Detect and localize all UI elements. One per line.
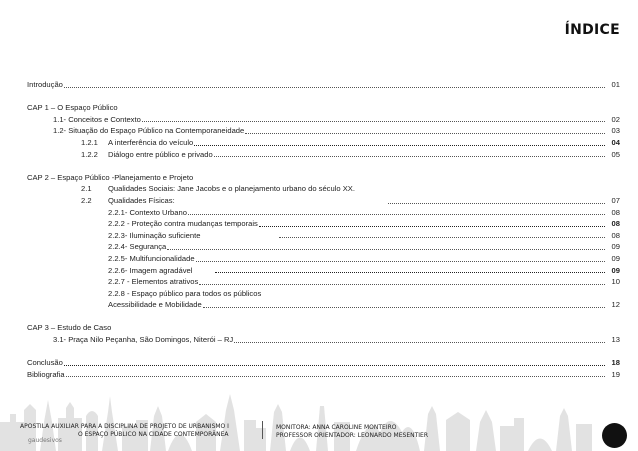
dot-leader xyxy=(203,307,605,308)
footer xyxy=(0,392,638,451)
toc-entry-1-2-2[interactable]: 1.2.2 Diálogo entre público e privado 05 xyxy=(81,149,620,159)
toc-entry-2-2[interactable]: 2.2 Qualidades Físicas: 07 xyxy=(81,195,620,205)
toc-chapter-1: CAP 1 – O Espaço Público xyxy=(27,103,118,113)
toc-entry-2-2-1[interactable]: 2.2.1- Contexto Urbano 08 xyxy=(108,207,620,217)
toc-entry-2-2-8[interactable]: 2.2.8 - Espaço público para todos os públicos xyxy=(108,288,262,298)
toc-entry-1-2[interactable]: 1.2- Situação do Espaço Público na Contemporaneidade 03 xyxy=(53,126,620,136)
city-skyline-illustration xyxy=(0,392,638,451)
dot-leader xyxy=(215,272,605,273)
dot-leader xyxy=(167,249,605,250)
footer-credits: MONITORA: ANNA CAROLINE MONTEIRO PROFESSOR ORIENTADOR: LEONARDO MESENTIER xyxy=(276,424,428,439)
toc-entry-2-2-5[interactable]: 2.2.5- Multifuncionalidade 09 xyxy=(108,253,620,263)
toc-entry-conclusao[interactable]: Conclusão 18 xyxy=(27,358,620,368)
dot-leader xyxy=(199,284,605,285)
page-title: ÍNDICE xyxy=(564,22,620,38)
toc-entry-introducao[interactable]: Introdução 01 xyxy=(27,80,620,89)
toc-entry-2-2-4[interactable]: 2.2.4- Segurança 09 xyxy=(108,242,620,252)
dot-leader xyxy=(279,237,605,238)
dot-leader xyxy=(194,145,605,146)
dot-leader xyxy=(196,261,605,262)
toc-chapter-2: CAP 2 – Espaço Público -Planejamento e Projeto xyxy=(27,172,194,182)
toc-entry-2-2-8-cont[interactable]: Acessibilidade e Mobilidade 12 xyxy=(108,300,620,310)
toc-entry-2-1[interactable]: 2.1 Qualidades Sociais: Jane Jacobs e o planejamento urbano do século XX. xyxy=(81,184,355,194)
toc-entry-3-1[interactable]: 3.1- Praça Nilo Peçanha, São Domingos, Niterói – RJ 13 xyxy=(53,335,620,345)
dot-leader xyxy=(214,156,605,157)
page-marker-dot xyxy=(602,423,627,448)
dot-leader xyxy=(66,376,605,377)
toc-entry-1-1[interactable]: 1.1- Conceitos e Contexto 02 xyxy=(53,114,620,124)
footer-course-info: APOSTILA AUXILIAR PARA A DISCIPLINA DE PROJETO DE URBANISMO I O ESPAÇO PÚBLICO NA CIDADE CONTEMPORÂNEA xyxy=(20,423,229,438)
toc-entry-2-2-3[interactable]: 2.2.3- Iluminação suficiente 08 xyxy=(108,230,620,240)
toc-chapter-3: CAP 3 – Estudo de Caso xyxy=(27,323,112,333)
table-of-contents xyxy=(27,79,620,380)
dot-leader xyxy=(142,121,605,122)
dot-leader xyxy=(245,133,605,134)
toc-entry-2-2-2[interactable]: 2.2.2 - Proteção contra mudanças temporais 08 xyxy=(108,219,620,229)
toc-entry-2-2-7[interactable]: 2.2.7 - Elementos atrativos 10 xyxy=(108,277,620,287)
footer-brand: gaudesivos xyxy=(28,437,62,444)
dot-leader xyxy=(388,203,605,204)
toc-entry-2-2-6[interactable]: 2.2.6- Imagem agradável 09 xyxy=(108,265,620,275)
dot-leader xyxy=(259,226,605,227)
dot-leader xyxy=(234,342,605,343)
toc-entry-bibliografia[interactable]: Bibliografia 19 xyxy=(27,369,620,379)
footer-divider xyxy=(262,421,263,439)
toc-entry-1-2-1[interactable]: 1.2.1 A interferência do veículo 04 xyxy=(81,137,620,147)
dot-leader xyxy=(64,365,605,366)
dot-leader xyxy=(64,87,605,88)
dot-leader xyxy=(188,214,605,215)
